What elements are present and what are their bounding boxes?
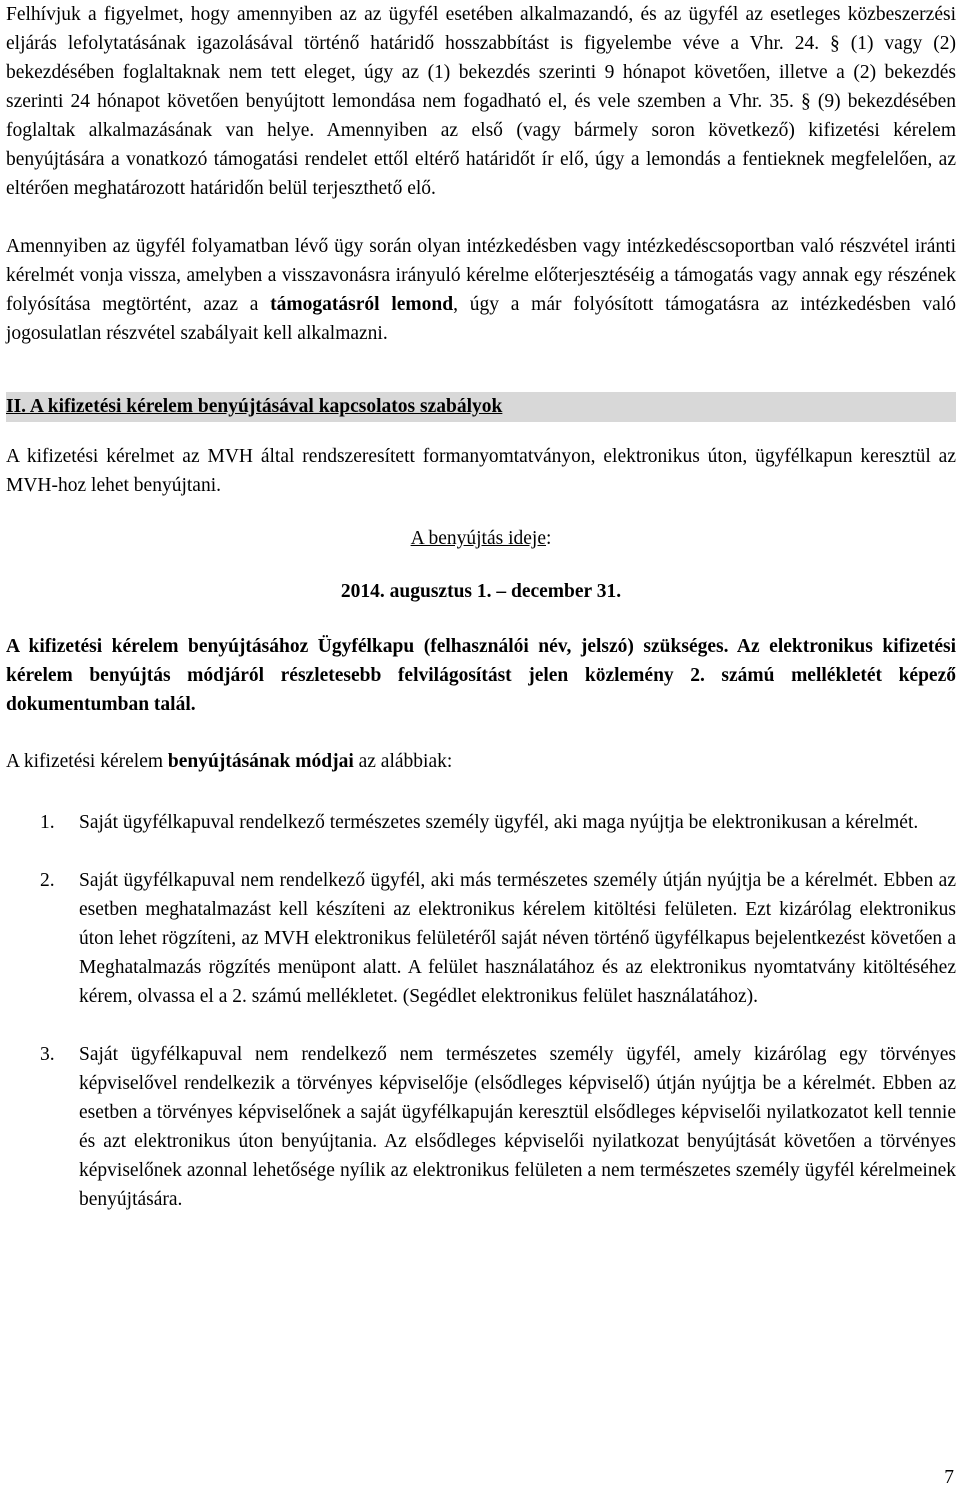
text-span: Felhívjuk a figyelmet, hogy amennyiben az az ügyfél esetében alkalmazandó, és az ügyfél az esetleges közbeszerzési eljárás lefolytatásának igazolásával történő határidő hosszabbítást is figyelembe véve a Vhr. 24. <box>6 4 956 54</box>
text-span: : <box>545 528 552 549</box>
paragraph-ugyfelkapu-notice: A kifizetési kérelem benyújtásához Ügyfélkapu (felhasználói név, jelszó) szükséges. Az elektronikus kifizetési kérelem benyújtás módjáról részletesebb felvilágosítást jelen közlemény 2. számú mellékletét képező dokumentumban talál. <box>6 636 956 715</box>
paragraph-submission-channel: A kifizetési kérelmet az MVH által rendszeresített formanyomtatványon, elektronikus úton, ügyfélkapun keresztül az MVH-hoz lehet benyújtani. <box>6 446 956 496</box>
text-span: az alábbiak: <box>353 751 453 772</box>
text-span: A benyújtás ideje <box>410 528 546 549</box>
text-span: Amennyiben az ügyfél folyamatban lévő ügy során olyan intézkedésben vagy intézkedéscsoportban való részvétel iránti kérelmét vonja vissza, amelyben a visszavonásra irányuló kérelme előterjesztéséig a támogatás vagy annak egy részének folyósítása megtörtént, azaz a <box>6 236 956 315</box>
bold-term: támogatásról lemond <box>270 294 454 315</box>
page-number: 7 <box>944 1467 954 1488</box>
text-span: A kifizetési kérelem <box>6 751 168 772</box>
document-page <box>6 0 956 1214</box>
paragraph-submission-modes <box>6 747 956 776</box>
list-item <box>6 866 956 1011</box>
list-number: 3. <box>40 1044 55 1065</box>
paragraph-withdrawal <box>6 232 956 348</box>
text-span: , úgy a már folyósított támogatásra az intézkedésben való jogosulatlan részvétel szabályait kell alkalmazni. <box>6 294 957 344</box>
section-heading: II. A kifizetési kérelem benyújtásával kapcsolatos szabályok <box>6 392 956 422</box>
section-symbol: § <box>800 91 811 112</box>
text-span: (9) bekezdésében foglaltak alkalmazásának van helye. Amennyiben az első (vagy bármely soron következő) kifizetési kérelem benyújtására a vonatkozó támogatási rendelet ettől eltérő határidőt ír elő, úgy a lemondás a fentieknek megfelelően, az eltérően meghatározott határidőn belül terjeszthető elő. <box>6 91 956 199</box>
text-span: (1) vagy (2) bekezdésében foglaltaknak nem tett eleget, úgy az (1) bekezdés szerinti 9 hónapot követően, illetve a (2) bekezdés szerinti 24 hónapot követően benyújtott lemondása nem fogadható el, és vele szemben a Vhr. 35. <box>6 33 956 112</box>
list-item <box>6 1040 956 1214</box>
list-item <box>6 808 956 837</box>
bold-term: benyújtásának módjai <box>167 751 354 772</box>
section-symbol: § <box>830 33 840 54</box>
list-item-text: Saját ügyfélkapuval nem rendelkező ügyfél, aki más természetes személy útján nyújtja be a kérelmét. Ebben az esetben meghatalmazást kell készíteni az elektronikus kérelem kitöltési felületen. Ezt kizárólag elektronikus úton lehet rögzíteni, az MVH elektronikus felületéről saját néven történő ügyfélkapus bejelentkezést követően a Meghatalmazás rögzítés menüpont alatt. A felület használatához és az elektronikus nyomtatvány kitöltéséhez kérem, olvassa el a 2. számú mellékletet. (Segédlet elektronikus felület használatához). <box>79 870 956 1007</box>
list-item-text: Saját ügyfélkapuval rendelkező természetes személy ügyfél, aki maga nyújtja be elektronikusan a kérelmét. <box>79 812 919 833</box>
list-number: 1. <box>40 812 55 833</box>
submission-mode-list <box>6 808 956 1214</box>
list-number: 2. <box>40 870 55 891</box>
submission-time-label <box>6 524 956 553</box>
list-item-text: Saját ügyfélkapuval nem rendelkező nem természetes személy ügyfél, amely kizárólag egy törvényes képviselővel rendelkezik a törvényes képviselője (elsődleges képviselő) útján nyújtja be a kérelmét. Ebben az esetben a törvényes képviselőnek a saját ügyfélkapuján keresztül elsődleges képviselői nyilatkozatot kell tennie és azt elektronikus úton benyújtania. Az elsődleges képviselői nyilatkozat benyújtását követően a törvényes képviselőnek azonnal lehetősége nyílik az elektronikus felületen a nem természetes személy ügyfél kérelmeinek benyújtására. <box>79 1044 956 1210</box>
submission-date-range: 2014. augusztus 1. – december 31. <box>340 581 622 602</box>
paragraph-deadline-warning <box>6 0 956 203</box>
